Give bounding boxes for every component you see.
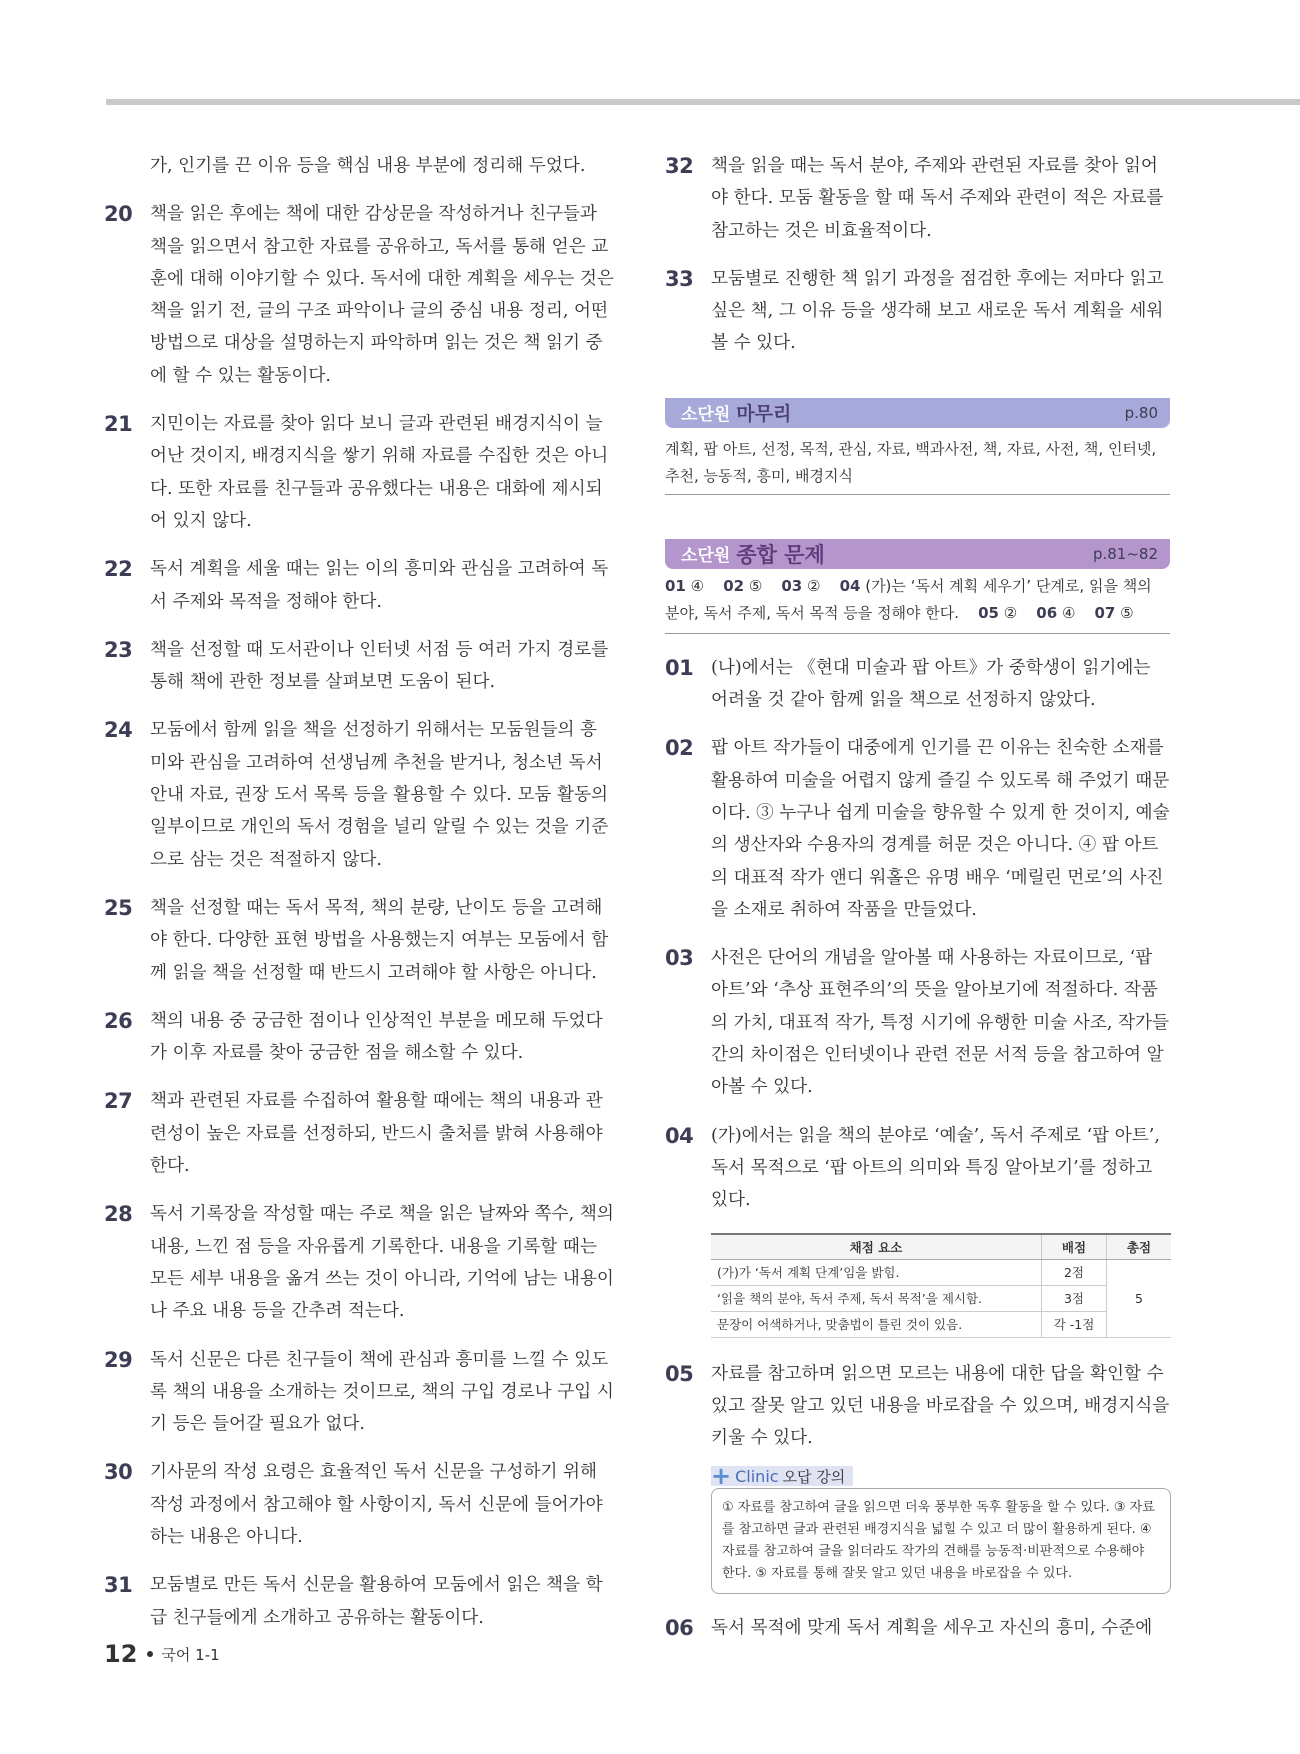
score: 3점: [1042, 1285, 1107, 1311]
item-text: 모둠별로 진행한 책 읽기 과정을 점검한 후에는 저마다 읽고 싶은 책, 그 이유 등을 생각해 보고 새로운 독서 계획을 세워 볼 수 있다.: [711, 268, 1164, 354]
answer-explanation: [104, 714, 614, 875]
answer-number: 01: [665, 576, 686, 595]
answer-value: ④: [690, 576, 705, 595]
answer-value: (가)는 ‘독서 계획 세우기’ 단계로, 읽을 책의 분야, 독서 주제, 독서 목적 등을 정해야 한다.: [665, 576, 1152, 622]
item-text: 지민이는 자료를 찾아 읽다 보니 글과 관련된 배경지식이 늘어난 것이지, 배경지식을 쌓기 위해 자료를 수집한 것은 아니다. 또한 자료를 친구들과 공유했다는 내용은 대화에 제시되어 있지 않다.: [150, 414, 609, 531]
answer-explanation: [665, 1120, 1170, 1217]
clinic-label: Clinic: [735, 1466, 779, 1486]
answer-number: 07: [1094, 603, 1116, 622]
score: 2점: [1042, 1259, 1107, 1285]
item-number: 02: [665, 736, 694, 761]
item-text: 모둠에서 함께 읽을 책을 선정하기 위해서는 모둠원들의 흥미와 관심을 고려하여 선생님께 추천을 받거나, 청소년 독서 안내 자료, 권장 도서 목록 등을 활용할 수 있다. 모둠 활동의 일부이므로 개인의 독서 경험을 널리 알릴 수 있는 것을 기준으로 삼는 것은 적절하지 않다.: [150, 720, 609, 870]
answer-explanation: [104, 1005, 614, 1070]
section-title: 마무리: [736, 403, 792, 426]
answer-explanation: [104, 198, 614, 392]
answer-explanation: [665, 652, 1170, 717]
answer-explanation: [665, 263, 1170, 360]
item-text: 책의 내용 중 궁금한 점이나 인상적인 부분을 메모해 두었다가 이후 자료를 찾아 궁금한 점을 해소할 수 있다.: [150, 1010, 603, 1064]
section-page: p.81~82: [1092, 544, 1158, 563]
answer-explanation: [104, 1344, 614, 1441]
item-text: 독서 신문은 다른 친구들이 책에 관심과 흥미를 느낄 수 있도록 책의 내용을 소개하는 것이므로, 책의 구입 경로나 구입 시기 등은 들어갈 필요가 없다.: [150, 1349, 614, 1435]
answer-value: ⑤: [1120, 603, 1134, 622]
item-number: 03: [665, 946, 694, 971]
item-number: 26: [104, 1008, 133, 1033]
clinic-sublabel: 오답 강의: [782, 1467, 846, 1486]
answer-number: 06: [1036, 603, 1058, 622]
item-text: 독서 계획을 세울 때는 읽는 이의 흥미와 관심을 고려하여 독서 주제와 목적을 정해야 한다.: [150, 559, 609, 612]
item-text: 자료를 참고하며 읽으면 모르는 내용에 대한 답을 확인할 수 있고 잘못 알고 있던 내용을 바로잡을 수 있으며, 배경지식을 키울 수 있다.: [711, 1363, 1170, 1449]
item-number: 21: [104, 412, 133, 437]
criterion: 문장이 어색하거나, 맞춤법이 틀린 것이 있음.: [711, 1311, 1042, 1337]
item-number: 27: [104, 1089, 133, 1114]
page-footer: [104, 1640, 220, 1668]
header-score: 배점: [1042, 1234, 1107, 1260]
table-row: [711, 1285, 1171, 1311]
keywords: 계획, 팝 아트, 선정, 목적, 관심, 자료, 백과사전, 책, 자료, 사전, 책, 인터넷, 추천, 능동적, 흥미, 배경지식: [665, 428, 1170, 495]
answer-explanation: [104, 1569, 614, 1634]
item-number: 05: [665, 1361, 694, 1386]
item-text: 책과 관련된 자료를 수집하여 활용할 때에는 책의 내용과 관련성이 높은 자료를 선정하되, 반드시 출처를 밝혀 사용해야 한다.: [150, 1091, 603, 1177]
clinic-box: [711, 1462, 1171, 1594]
header-criterion: 채점 요소: [711, 1234, 1042, 1260]
section-page: p.80: [1124, 403, 1158, 422]
page-number: 12: [104, 1640, 138, 1668]
item-number: 33: [665, 266, 694, 291]
answer-explanation: [104, 553, 614, 618]
section-title: 종합 문제: [736, 542, 825, 567]
criterion: ‘읽을 책의 분야, 독서 주제, 독서 목적’을 제시함.: [711, 1285, 1042, 1311]
table-row: [711, 1311, 1171, 1337]
header-total: 총점: [1107, 1234, 1172, 1260]
item-text: (가)에서는 읽을 책의 분야로 ‘예술’, 독서 주제로 ‘팝 아트’, 독서 목적으로 ‘팝 아트의 의미와 특징 알아보기’를 정하고 있다.: [711, 1125, 1160, 1211]
plus-icon: +: [711, 1462, 732, 1491]
answer-explanation: [104, 1198, 614, 1327]
item-number: 30: [104, 1460, 133, 1485]
right-top-items: [665, 150, 1170, 360]
score: 각 -1점: [1042, 1311, 1107, 1337]
top-rule: [106, 99, 1300, 105]
answer-explanation: [665, 150, 1170, 247]
answer-value: ④: [1061, 603, 1076, 622]
item-text: 독서 목적에 맞게 독서 계획을 세우고 자신의 흥미, 수준에: [711, 1618, 1153, 1639]
item-number: 24: [104, 718, 133, 743]
item-text: 기사문의 작성 요령은 효율적인 독서 신문을 구성하기 위해 작성 과정에서 참고해야 할 사항이지, 독서 신문에 들어가야 하는 내용은 아니다.: [150, 1462, 603, 1547]
bullet-icon: [147, 1651, 153, 1657]
lead-text: 가, 인기를 끈 이유 등을 핵심 내용 부분에 정리해 두었다.: [150, 156, 586, 176]
item-text: 책을 읽을 때는 독서 분야, 주제와 관련된 자료를 찾아 읽어야 한다. 모둠 활동을 할 때 독서 주제와 관련이 적은 자료를 참고하는 것은 비효율적이다.: [711, 156, 1164, 241]
item-number: 31: [104, 1573, 133, 1598]
answer-value: ②: [1003, 603, 1018, 622]
item-number: 01: [665, 655, 694, 680]
item-number: 06: [665, 1616, 694, 1641]
answer-explanation-06: [665, 1612, 1170, 1644]
answer-explanation-05: [665, 1358, 1170, 1455]
answer-number: 03: [781, 576, 803, 595]
clinic-tag: [711, 1462, 853, 1491]
item-number: 29: [104, 1347, 133, 1372]
answer-explanation: [665, 732, 1170, 926]
item-text: 책을 선정할 때는 독서 목적, 책의 분량, 난이도 등을 고려해야 한다. 다양한 표현 방법을 사용했는지 여부는 모둠에서 함께 읽을 책을 선정할 때 반드시 고려해야 할 사항은 아니다.: [150, 897, 609, 983]
item-text: 책을 선정할 때 도서관이나 인터넷 서점 등 여러 가지 경로를 통해 책에 관한 정보를 살펴보면 도움이 된다.: [150, 639, 609, 693]
answer-explanation: [665, 942, 1170, 1103]
right-column: [665, 150, 1170, 1661]
answer-explanation: [104, 634, 614, 699]
answer-explanation: [104, 892, 614, 989]
item-number: 23: [104, 637, 133, 662]
section-bar-review: [665, 539, 1170, 569]
answer-explanation: [104, 408, 614, 537]
answer-explanation: [104, 1085, 614, 1182]
section-bar-wrapup: [665, 398, 1170, 428]
item-number: 04: [665, 1123, 694, 1148]
total: 5: [1107, 1259, 1172, 1337]
scoring-table: [711, 1233, 1171, 1338]
item-text: 사전은 단어의 개념을 알아볼 때 사용하는 자료이므로, ‘팝 아트’와 ‘추상 표현주의’의 뜻을 알아보기에 적절하다. 작품의 가치, 대표적 작가, 특정 시기에 유행한 미술 사조, 작가들 간의 차이점은 인터넷이나 관련 전문 서적 등을 참고하여 알아볼 수 있다.: [711, 948, 1170, 1098]
answer-number: 02: [723, 576, 745, 595]
book-title: 국어 1-1: [161, 1645, 220, 1664]
answer-number: 05: [978, 603, 999, 622]
item-text: 독서 기록장을 작성할 때는 주로 책을 읽은 날짜와 쪽수, 책의 내용, 느낀 점 등을 자유롭게 기록한다. 내용을 기록할 때는 모든 세부 내용을 옮겨 쓰는 것이 아니라, 기억에 남는 내용이나 주요 내용 등을 간추려 적는다.: [150, 1204, 614, 1322]
item-text: 모둠별로 만든 독서 신문을 활용하여 모둠에서 읽은 책을 학급 친구들에게 소개하고 공유하는 활동이다.: [150, 1575, 603, 1628]
answer-value: ⑤: [748, 576, 763, 595]
right-bottom-items: [665, 652, 1170, 1217]
item-number: 28: [104, 1202, 133, 1227]
answer-key: [665, 569, 1170, 634]
answer-explanation: [104, 1456, 614, 1553]
answer-number: 04: [839, 576, 861, 595]
clinic-text: ① 자료를 참고하여 글을 읽으면 더욱 풍부한 독후 활동을 할 수 있다. ③ 자료를 참고하면 글과 관련된 배경지식을 넓힐 수 있고 더 많이 활용하게 된다. ④ 자료를 참고하여 글을 읽더라도 작가의 견해를 능동적·비판적으로 수용해야 한다. ⑤ 자료를 통해 잘못 알고 있던 내용을 바로잡을 수 있다.: [711, 1488, 1171, 1594]
item-number: 20: [104, 202, 133, 227]
left-column: [104, 150, 614, 1650]
item-number: 25: [104, 895, 133, 920]
item-text: (나)에서는 《현대 미술과 팝 아트》가 중학생이 읽기에는 어려울 것 같아 함께 읽을 책으로 선정하지 않았다.: [711, 657, 1151, 711]
item-text: 책을 읽은 후에는 책에 대한 감상문을 작성하거나 친구들과 책을 읽으면서 참고한 자료를 공유하고, 독서를 통해 얻은 교훈에 대해 이야기할 수 있다. 독서에 대한 계획을 세우는 것은 책을 읽기 전, 글의 구조 파악이나 글의 중심 내용 정리, 어떤 방법으로 대상을 설명하는지 파악하며 읽는 것은 책 읽기 중에 할 수 있는 활동이다.: [150, 204, 614, 386]
left-items: [104, 198, 614, 1634]
criterion: (가)가 ‘독서 계획 단계’임을 밝힘.: [711, 1259, 1042, 1285]
section-label: 소단원: [681, 405, 731, 426]
item-number: 22: [104, 557, 133, 582]
item-number: 32: [665, 154, 694, 178]
table-row: [711, 1259, 1171, 1285]
item-text: 팝 아트 작가들이 대중에게 인기를 끈 이유는 친숙한 소재를 활용하여 미술을 어렵지 않게 즐길 수 있도록 해 주었기 때문이다. ③ 누구나 쉽게 미술을 향유할 수 있게 한 것이지, 예술의 생산자와 수용자의 경계를 허문 것은 아니다. ④ 팝 아트의 대표적 작가 앤디 워홀은 유명 배우 ‘메릴린 먼로’의 사진을 소재로 취하여 작품을 만들었다.: [711, 738, 1170, 920]
section-label: 소단원: [681, 546, 731, 567]
answer-value: ②: [807, 576, 821, 595]
